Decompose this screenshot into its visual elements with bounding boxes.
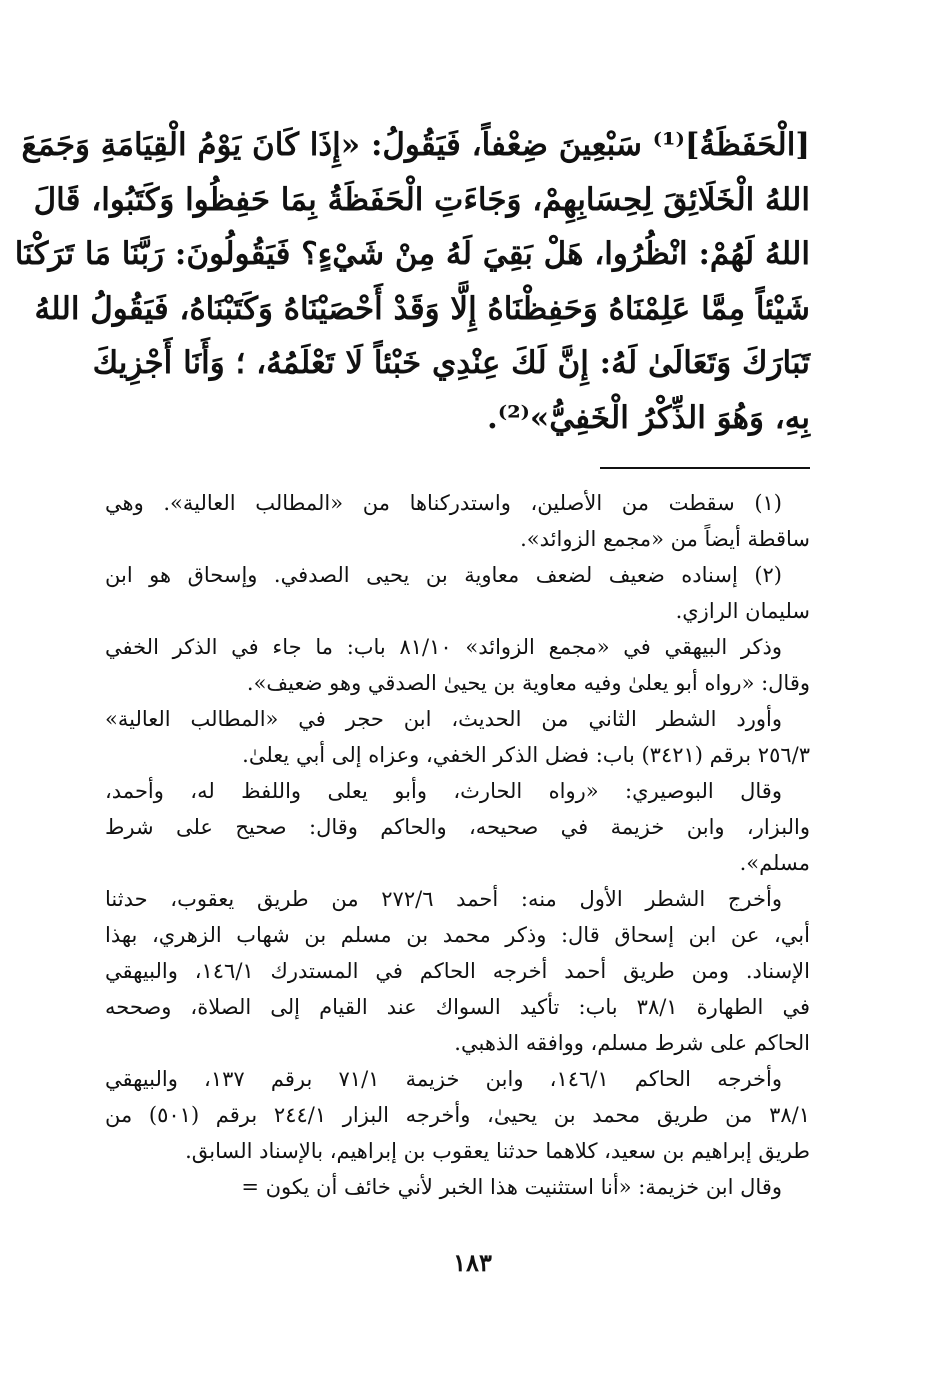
footnote-line: والبزار، وابن خزيمة في صحيحه، والحاكم وقال: صحيح على شرط	[105, 815, 810, 839]
footnote-line: ٢٥٦/٣ برقم (٣٤٢١) باب: فضل الذكر الخفي، وعزاه إلى أبي يعلىٰ.	[242, 743, 810, 767]
footnote-line: وأخرج الشطر الأول منه: أحمد ٢٧٢/٦ من طريق يعقوب، حدثنا	[105, 887, 782, 911]
footnote-1	[105, 485, 810, 557]
hadith-line: [الْحَفَظَةُ]⁽¹⁾ سَبْعِينَ ضِعْفاً، فَيَقُولُ: «إِذَا كَانَ يَوْمُ الْقِيَامَةِ وَجَمَعَ	[21, 127, 810, 163]
footnote-line: الإسناد. ومن طريق أحمد أخرجه الحاكم في المستدرك ١٤٦/١، والبيهقي	[105, 959, 810, 983]
hadith-text	[14, 118, 810, 445]
footnotes	[105, 485, 810, 1205]
footnote-line: وذكر البيهقي في «مجمع الزوائد» ٨١/١٠ باب: ما جاء في الذكر الخفي	[105, 635, 782, 659]
hadith-line: شَيْئاً مِمَّا عَلِمْنَاهُ وَحَفِظْنَاهُ إِلَّا وَقَدْ أَحْصَيْنَاهُ وَكَتَبْنَاهُ، فَيَقُولُ اللهُ	[34, 290, 810, 327]
footnote-line: ساقطة أيضاً من «مجمع الزوائد».	[520, 527, 810, 551]
footnote-line: (١) سقطت من الأصلين، واستدركناها من «المطالب العالية». وهي	[105, 491, 782, 515]
footnote-paragraph	[105, 881, 810, 1061]
footnote-line: الحاكم على شرط مسلم، ووافقه الذهبي.	[454, 1031, 810, 1055]
footnote-line: وقال البوصيري: «رواه الحارث، وأبو يعلى واللفظ له، وأحمد،	[105, 779, 782, 803]
footnote-line: في الطهارة ٣٨/١ باب: تأكيد السواك عند القيام إلى الصلاة، وصححه	[105, 995, 810, 1019]
footnote-line: مسلم».	[739, 851, 810, 875]
footnote-line: أبي، عن ابن إسحاق قال: وذكر محمد بن مسلم بن شهاب الزهري، بهذا	[105, 923, 810, 947]
footnote-line: وأورد الشطر الثاني من الحديث، ابن حجر في «المطالب العالية»	[105, 707, 782, 731]
footnote-paragraph	[105, 1061, 810, 1205]
hadith-line: تَبَارَكَ وَتَعَالَىٰ لَهُ: إِنَّ لَكَ عِنْدِي خَبْئاً لَا تَعْلَمُهُ، ؛ وَأَنَا أَجْزِيكَ	[92, 345, 810, 381]
footnote-paragraph	[105, 701, 810, 773]
page-number: ١٨٣	[453, 1248, 492, 1277]
footnote-line: وأخرجه الحاكم ١٤٦/١، وابن خزيمة ٧١/١ برقم ١٣٧، والبيهقي	[105, 1067, 782, 1091]
hadith-line: اللهُ لَهُمْ: انْظُرُوا، هَلْ بَقِيَ لَهُ مِنْ شَيْءٍ؟ فَيَقُولُونَ: رَبَّنَا مَا تَرَكْنَا	[14, 236, 810, 272]
footnote-2	[105, 557, 810, 629]
footnote-line: طريق إبراهيم بن سعيد، كلاهما حدثنا يعقوب بن إبراهيم، بالإسناد السابق.	[185, 1139, 810, 1163]
page-body	[14, 118, 810, 1205]
footnote-line: وقال ابن خزيمة: «أنا استثنيت هذا الخبر لأني خائف أن يكون =	[241, 1175, 782, 1199]
footnote-line: ٣٨/١ من طريق محمد بن يحيىٰ، وأخرجه البزار ٢٤٤/١ برقم (٥٠١) من	[105, 1103, 810, 1127]
hadith-line: اللهُ الْخَلَائِقَ لِحِسَابِهِمْ، وَجَاءَتِ الْحَفَظَةُ بِمَا حَفِظُوا وَكَتَبُوا، قَالَ	[33, 181, 810, 218]
footnote-paragraph	[105, 629, 810, 701]
footnote-paragraph	[105, 773, 810, 881]
footnote-separator	[600, 467, 810, 469]
footnote-line: وقال: «رواه أبو يعلىٰ وفيه معاوية بن يحيىٰ الصدقي وهو ضعيف».	[246, 671, 810, 695]
hadith-line: بِهِ، وَهُوَ الذِّكْرُ الْخَفِيُّ»⁽²⁾.	[487, 399, 810, 436]
footnote-line: سليمان الرازي.	[675, 599, 810, 623]
footnote-line: (٢) إسناده ضعيف لضعف معاوية بن يحيى الصدفي. وإسحاق هو ابن	[105, 563, 782, 587]
